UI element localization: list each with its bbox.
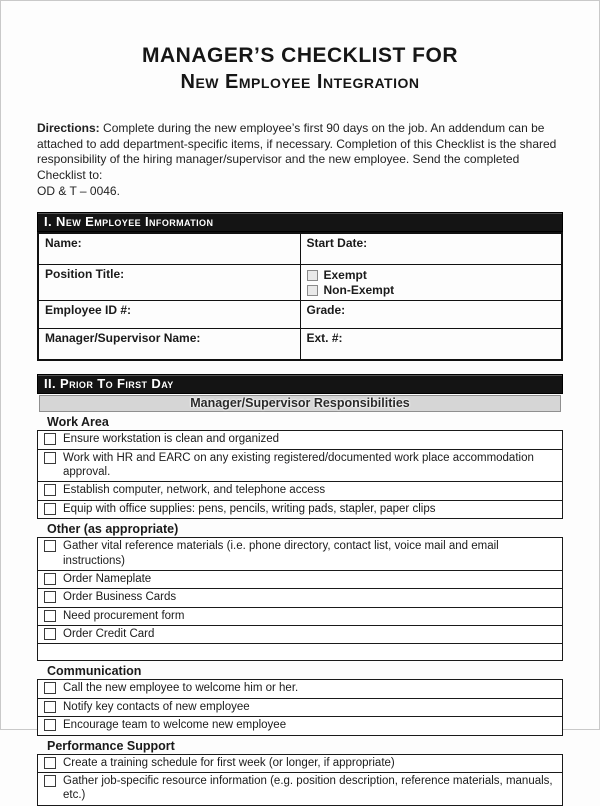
list-item xyxy=(38,450,562,483)
checklist-item-label: Create a training schedule for first week (or longer, if appropriate) xyxy=(63,756,395,769)
checklist-item-label: Gather vital reference materials (i.e. phone directory, contact list, voice mail and email instructions) xyxy=(63,540,499,567)
checkbox[interactable] xyxy=(44,452,56,464)
position-title-field-label[interactable]: Position Title: xyxy=(38,265,300,301)
checklist-performance-support xyxy=(37,754,563,806)
directions-paragraph xyxy=(37,121,563,199)
checklist-item-label: Order Business Cards xyxy=(63,591,177,604)
name-field-label[interactable]: Name: xyxy=(38,233,300,265)
list-item xyxy=(38,755,562,773)
checklist-item-label: Encourage team to welcome new employee xyxy=(63,719,287,732)
table-row xyxy=(38,233,562,265)
list-item xyxy=(38,680,562,698)
grade-field-label[interactable]: Grade: xyxy=(300,301,562,329)
list-item xyxy=(38,482,562,500)
checklist-item-label: Call the new employee to welcome him or her. xyxy=(63,682,299,695)
checklist-item-label: Notify key contacts of new employee xyxy=(63,700,250,713)
manager-name-field-label[interactable]: Manager/Supervisor Name: xyxy=(38,329,300,361)
checkbox[interactable] xyxy=(44,610,56,622)
list-item xyxy=(38,571,562,589)
exempt-option-label: Exempt xyxy=(323,268,367,283)
exempt-option xyxy=(307,268,556,282)
checklist-item-label: Work with HR and EARC on any existing registered/documented work place accommodation approval. xyxy=(63,451,534,479)
extension-field-label[interactable]: Ext. #: xyxy=(300,329,562,361)
checkbox[interactable] xyxy=(44,682,56,694)
exempt-checkbox[interactable] xyxy=(307,270,318,281)
directions-label: Directions: xyxy=(37,121,100,136)
checkbox[interactable] xyxy=(44,719,56,731)
exempt-status-cell xyxy=(300,265,562,301)
list-item xyxy=(38,773,562,805)
title-line-2: New Employee Integration xyxy=(180,71,420,94)
title-line-1: MANAGER’S CHECKLIST FOR xyxy=(142,44,458,67)
checkbox[interactable] xyxy=(44,540,56,552)
group-title-work-area: Work Area xyxy=(47,415,109,430)
non-exempt-option-label: Non-Exempt xyxy=(323,283,395,298)
checklist-item-label: Order Nameplate xyxy=(63,572,152,585)
list-item xyxy=(38,431,562,449)
list-item xyxy=(38,589,562,607)
directions-routing-code: OD & T – 0046. xyxy=(37,183,120,198)
table-row xyxy=(38,329,562,361)
checklist-item-label: Need procurement form xyxy=(63,609,185,622)
checkbox[interactable] xyxy=(44,628,56,640)
checkbox[interactable] xyxy=(44,757,56,769)
group-title-communication: Communication xyxy=(47,664,142,679)
checklist-item-label: Ensure workstation is clean and organized xyxy=(63,433,280,446)
page-title xyxy=(37,42,563,95)
checklist-communication xyxy=(37,679,563,735)
non-exempt-checkbox[interactable] xyxy=(307,285,318,296)
checkbox[interactable] xyxy=(44,573,56,585)
section-header-new-employee-information: I. New Employee Information xyxy=(37,212,563,232)
checklist-item-label: Equip with office supplies: pens, pencils, writing pads, stapler, paper clips xyxy=(63,502,436,515)
checkbox[interactable] xyxy=(44,484,56,496)
checklist-item-label: Establish computer, network, and telephone access xyxy=(63,484,326,497)
empty-row xyxy=(38,644,562,660)
group-title-performance-support: Performance Support xyxy=(47,738,175,753)
list-item xyxy=(38,608,562,626)
checkbox[interactable] xyxy=(44,433,56,445)
checkbox[interactable] xyxy=(44,701,56,713)
list-item xyxy=(38,717,562,734)
list-item xyxy=(38,699,562,717)
checkbox[interactable] xyxy=(44,591,56,603)
checklist-work-area xyxy=(37,430,563,519)
checklist-item-label: Order Credit Card xyxy=(63,628,155,641)
list-item xyxy=(38,538,562,571)
checklist-other xyxy=(37,537,563,661)
table-row xyxy=(38,301,562,329)
start-date-field-label[interactable]: Start Date: xyxy=(300,233,562,265)
checkbox[interactable] xyxy=(44,775,56,787)
non-exempt-option xyxy=(307,283,556,297)
employee-info-table xyxy=(37,232,563,361)
table-row xyxy=(38,265,562,301)
section-header-prior-to-first-day: II. Prior To First Day xyxy=(37,374,563,394)
employee-id-field-label[interactable]: Employee ID #: xyxy=(38,301,300,329)
subheader-manager-responsibilities: Manager/Supervisor Responsibilities xyxy=(39,395,561,412)
checklist-item-label: Gather job-specific resource information (e.g. position description, reference materials, manuals, etc.) xyxy=(63,774,553,802)
group-title-other: Other (as appropriate) xyxy=(47,522,179,537)
list-item xyxy=(38,501,562,518)
list-item xyxy=(38,626,562,644)
directions-text: Complete during the new employee’s first 90 days on the job. An addendum can be attached to add department-specific items, if necessary. Completion of this Checklist is the shared responsibility of the hiring manager/supervisor and the new employee. Send the completed Checklist to: xyxy=(37,121,557,183)
checkbox[interactable] xyxy=(44,503,56,515)
